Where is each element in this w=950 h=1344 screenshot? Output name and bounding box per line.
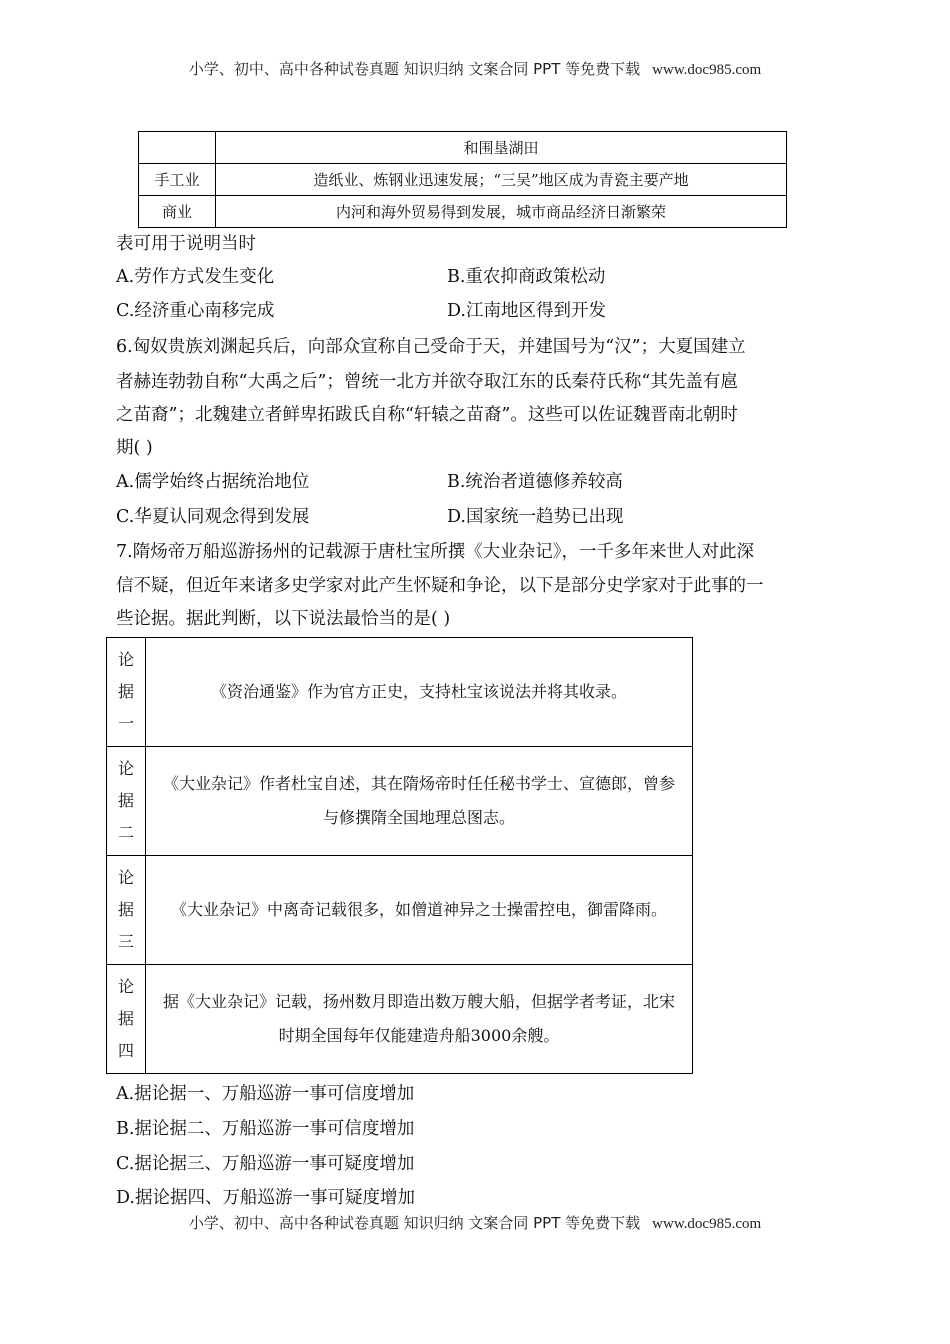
q6-option-b[interactable]: B.统治者道德修养较高 (447, 472, 623, 492)
q5-option-b[interactable]: B.重农抑商政策松动 (447, 267, 606, 287)
evidence-label: 论 据 三 (107, 856, 146, 965)
row-label: 商业 (139, 196, 216, 228)
q5-option-a[interactable]: A.劳作方式发生变化 (116, 267, 275, 287)
table-cell-empty (139, 132, 216, 164)
q5-option-c[interactable]: C.经济重心南移完成 (116, 301, 275, 321)
table-row (139, 164, 787, 196)
row-label: 手工业 (139, 164, 216, 196)
q7-stem-line: 信不疑，但近年来诸多史学家对此产生怀疑和争论，以下是部分史学家对于此事的一 (116, 576, 764, 596)
table-cell: 和围垦湖田 (216, 132, 787, 164)
page-header (0, 58, 950, 79)
q7-option-c[interactable]: C.据论据三、万船巡游一事可疑度增加 (116, 1154, 415, 1174)
evidence-text: 《大业杂记》作者杜宝自述，其在隋炀帝时任任秘书学士、宣德郎，曾参与修撰隋全国地理总图志。 (146, 747, 693, 856)
economy-table (138, 131, 787, 228)
q7-stem-line: 7.隋炀帝万船巡游扬州的记载源于唐杜宝所撰《大业杂记》，一千多年来世人对此深 (116, 542, 754, 562)
q6-stem-line: 者赫连勃勃自称“大禹之后”；曾统一北方并欲夺取江东的氐秦苻氏称“其先盖有扈 (116, 372, 738, 392)
page-footer (0, 1212, 950, 1233)
table-row (107, 638, 693, 747)
table-row (107, 965, 693, 1074)
evidence-label: 论 据 二 (107, 747, 146, 856)
evidence-label: 论 据 四 (107, 965, 146, 1074)
evidence-text: 据《大业杂记》记载，扬州数月即造出数万艘大船，但据学者考证，北宋时期全国每年仅能建造舟船3000余艘。 (146, 965, 693, 1074)
evidence-text: 《资治通鉴》作为官方正史，支持杜宝该说法并将其收录。 (146, 638, 693, 747)
q6-stem-line: 之苗裔”；北魏建立者鲜卑拓跋氏自称“轩辕之苗裔”。这些可以佐证魏晋南北朝时 (116, 405, 738, 425)
q6-option-d[interactable]: D.国家统一趋势已出现 (447, 507, 624, 527)
q6-stem-line: 期( ) (116, 438, 153, 458)
table-row (107, 856, 693, 965)
q5-stem: 表可用于说明当时 (116, 234, 256, 254)
header-site-link[interactable]: www.doc985.com (652, 62, 762, 78)
table-row (107, 747, 693, 856)
table-row (139, 132, 787, 164)
q5-option-d[interactable]: D.江南地区得到开发 (447, 301, 606, 321)
footer-site-link[interactable]: www.doc985.com (652, 1216, 762, 1232)
q7-stem-line: 些论据。据此判断，以下说法最恰当的是( ) (116, 609, 451, 629)
table-row (139, 196, 787, 228)
evidence-table (106, 637, 693, 1074)
header-text: 小学、初中、高中各种试卷真题 知识归纳 文案合同 PPT 等免费下载 (188, 60, 641, 78)
q7-option-a[interactable]: A.据论据一、万船巡游一事可信度增加 (116, 1084, 415, 1104)
table-cell: 造纸业、炼钢业迅速发展；“三吴”地区成为青瓷主要产地 (216, 164, 787, 196)
evidence-text: 《大业杂记》中离奇记载很多，如僧道神异之士操雷控电，御雷降雨。 (146, 856, 693, 965)
q6-option-c[interactable]: C.华夏认同观念得到发展 (116, 507, 310, 527)
footer-text: 小学、初中、高中各种试卷真题 知识归纳 文案合同 PPT 等免费下载 (188, 1214, 641, 1232)
evidence-label: 论 据 一 (107, 638, 146, 747)
q7-option-b[interactable]: B.据论据二、万船巡游一事可信度增加 (116, 1119, 415, 1139)
table-cell: 内河和海外贸易得到发展，城市商品经济日渐繁荣 (216, 196, 787, 228)
q6-stem-line: 6.匈奴贵族刘渊起兵后，向部众宣称自己受命于天，并建国号为“汉”；大夏国建立 (116, 337, 746, 357)
q7-option-d[interactable]: D.据论据四、万船巡游一事可疑度增加 (116, 1188, 415, 1208)
q6-option-a[interactable]: A.儒学始终占据统治地位 (116, 472, 310, 492)
